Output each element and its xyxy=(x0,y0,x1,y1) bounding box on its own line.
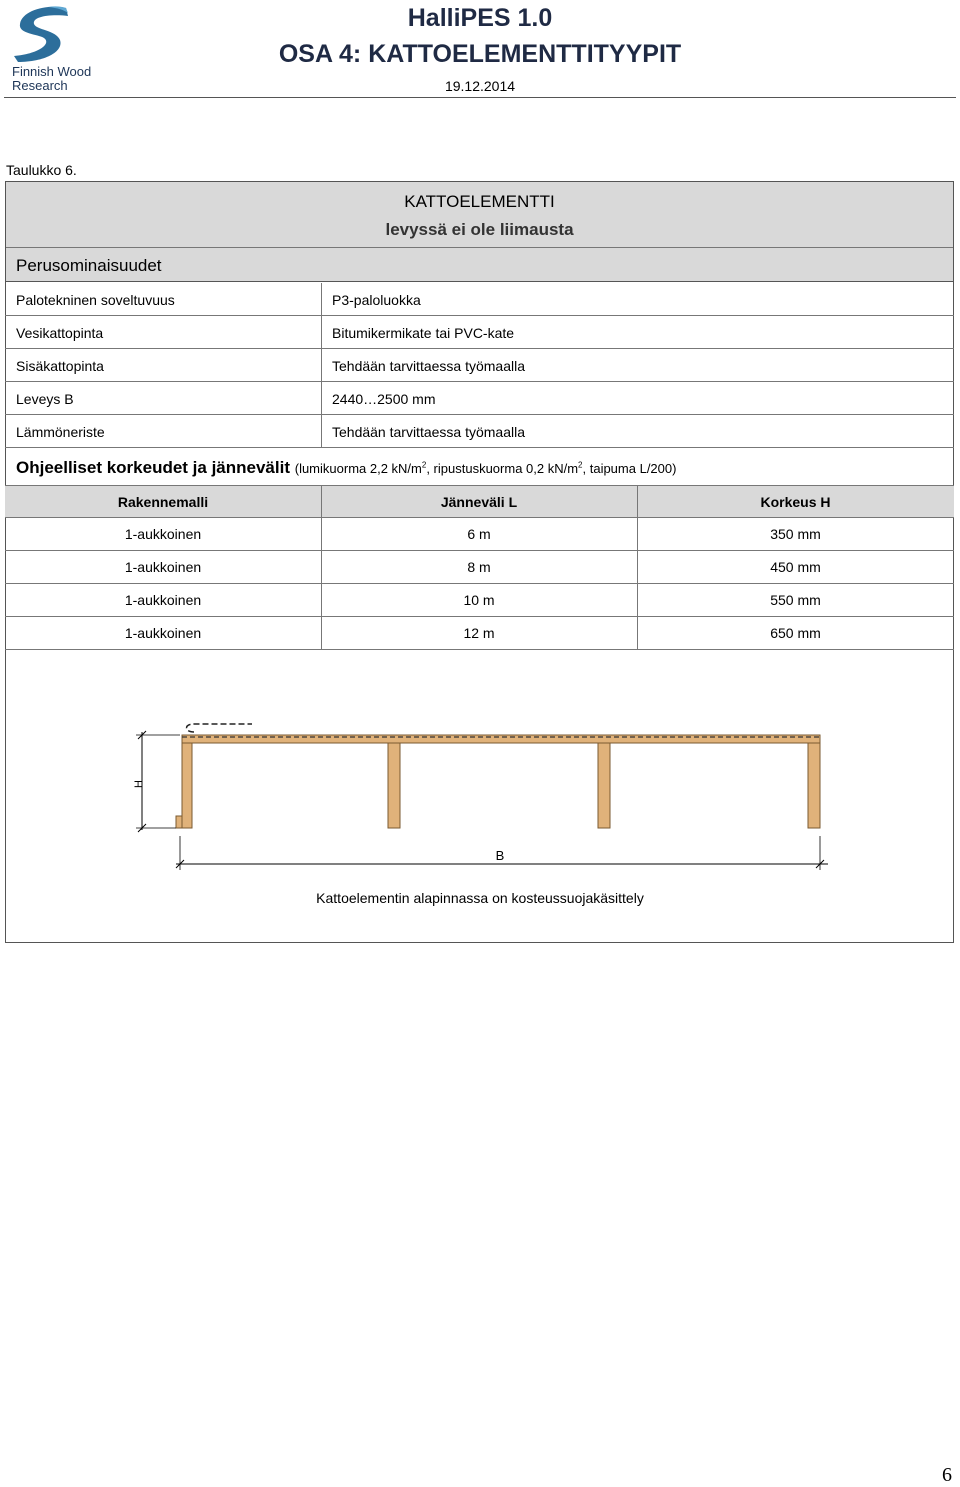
drawing-caption: Kattoelementin alapinnassa on kosteussuojakäsittely xyxy=(316,890,644,906)
property-value: Tehdään tarvittaessa työmaalla xyxy=(332,424,525,440)
page-number: 6 xyxy=(942,1464,952,1486)
header-divider xyxy=(4,97,956,98)
header-row-divider xyxy=(6,247,953,248)
property-row xyxy=(5,349,954,382)
property-row xyxy=(5,283,954,316)
logo-line2: Research xyxy=(12,78,68,93)
property-label: Palotekninen soveltuvuus xyxy=(16,292,175,308)
property-value: Bitumikermikate tai PVC-kate xyxy=(332,325,515,341)
property-label: Lämmöneriste xyxy=(16,424,105,440)
rib xyxy=(388,743,400,828)
rib xyxy=(598,743,610,828)
column-header-span: Jänneväli L xyxy=(440,494,518,510)
spans-table-header xyxy=(5,485,954,518)
spans-note-part3: , taipuma L/200) xyxy=(582,461,677,476)
rib xyxy=(808,743,820,828)
cell-model: 1-aukkoinen xyxy=(124,625,202,641)
logo-line1: Finnish Wood xyxy=(12,64,92,79)
cell-span: 10 m xyxy=(463,592,495,608)
cell-model: 1-aukkoinen xyxy=(124,592,202,608)
table-caption: Taulukko 6. xyxy=(6,162,77,178)
spans-note-sup1: 2 xyxy=(421,460,427,470)
element-subtitle: levyssä ei ole liimausta xyxy=(385,220,574,239)
property-label: Leveys B xyxy=(16,391,74,407)
property-label: Sisäkattopinta xyxy=(16,358,104,374)
spans-note-sup2: 2 xyxy=(578,460,583,470)
property-value: 2440…2500 mm xyxy=(332,391,436,407)
cell-span: 6 m xyxy=(467,526,491,542)
column-header-height: Korkeus H xyxy=(760,494,831,510)
cell-height: 550 mm xyxy=(770,592,821,608)
cell-span: 8 m xyxy=(467,559,491,575)
table-row xyxy=(5,617,954,650)
spans-heading-text: Ohjeelliset korkeudet ja jännevälit xyxy=(16,458,290,477)
column-header-model: Rakennemalli xyxy=(117,494,209,510)
table-row xyxy=(5,584,954,617)
cell-model: 1-aukkoinen xyxy=(124,526,202,542)
cell-model: 1-aukkoinen xyxy=(124,559,202,575)
section-basic-properties: Perusominaisuudet xyxy=(16,256,162,275)
document-subtitle: OSA 4: KATTOELEMENTTITYYPIT xyxy=(278,40,682,68)
element-title: KATTOELEMENTTI xyxy=(404,192,555,211)
element-header xyxy=(5,181,954,282)
document-date: 19.12.2014 xyxy=(444,78,516,94)
table-row xyxy=(5,551,954,584)
cell-height: 650 mm xyxy=(770,625,821,641)
property-value: P3-paloluokka xyxy=(332,292,421,308)
property-row xyxy=(5,382,954,415)
spans-note xyxy=(295,461,677,476)
membrane-fold xyxy=(187,724,253,732)
property-row xyxy=(5,316,954,349)
h-label: H xyxy=(133,780,145,788)
document-title: HalliPES 1.0 xyxy=(407,4,553,32)
property-row xyxy=(5,415,954,448)
table-row xyxy=(5,518,954,551)
spans-note-part2: , ripustuskuorma 0,2 kN/m xyxy=(426,461,579,476)
cross-section-drawing xyxy=(120,718,840,883)
cell-span: 12 m xyxy=(463,625,495,641)
roof-element-section-svg xyxy=(120,718,840,878)
rib xyxy=(182,743,192,828)
cell-height: 350 mm xyxy=(770,526,821,542)
property-value: Tehdään tarvittaessa työmaalla xyxy=(332,358,525,374)
b-label: B xyxy=(495,848,505,863)
property-label: Vesikattopinta xyxy=(16,325,104,341)
spans-note-part1: (lumikuorma 2,2 kN/m xyxy=(294,461,422,476)
cell-height: 450 mm xyxy=(770,559,821,575)
spans-heading xyxy=(16,458,676,478)
top-board xyxy=(182,735,820,743)
